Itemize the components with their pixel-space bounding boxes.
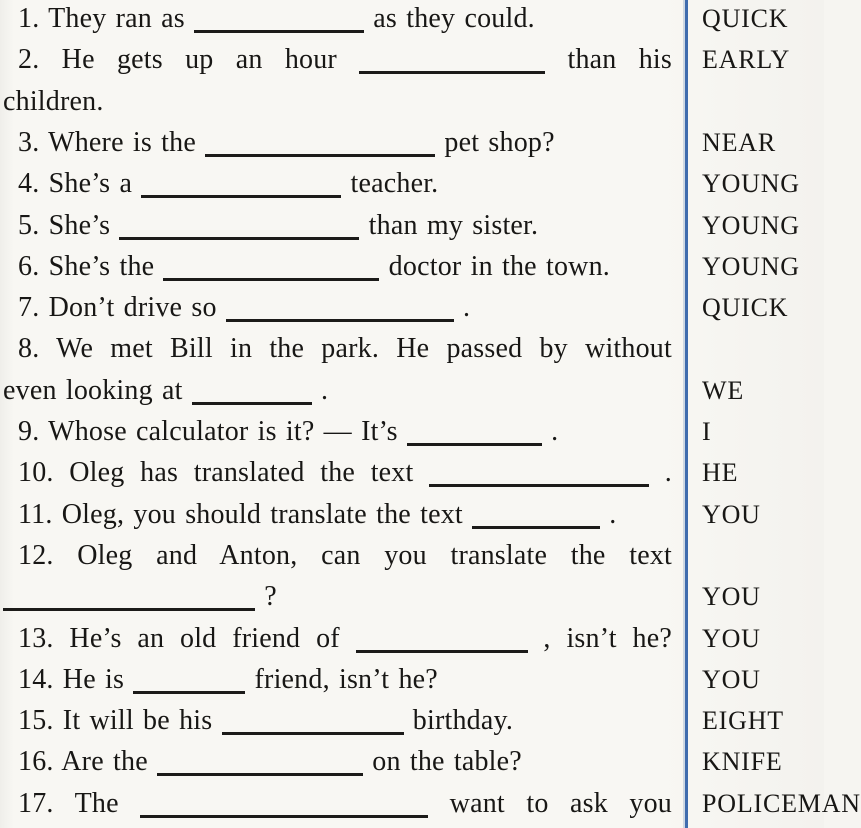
sentence-text: 5. She’s [18, 209, 120, 241]
word-bank-item: YOU [702, 623, 761, 653]
exercise-line [3, 580, 672, 614]
word-bank-column [702, 0, 861, 828]
sentence-text: 4. She’s a [18, 168, 142, 200]
answer-blank [407, 443, 542, 446]
word-bank-item: QUICK [702, 293, 789, 323]
answer-blank [140, 815, 428, 818]
sentence-text: 17. The [18, 787, 141, 819]
exercise-line [18, 167, 672, 201]
sentence-text: 1. They ran as [18, 3, 195, 34]
exercise-line [18, 126, 672, 160]
exercise-line [18, 415, 672, 449]
answer-blank [119, 237, 359, 240]
exercise-line [18, 498, 672, 532]
exercise-line [18, 332, 672, 366]
word-bank-item: EIGHT [702, 706, 784, 736]
sentence-text: 12. Oleg and Anton, can you translate the text [18, 539, 672, 571]
exercise-line [18, 663, 672, 697]
word-bank-item: YOUNG [702, 251, 800, 281]
sentence-text: children. [3, 85, 104, 117]
sentence-text: doctor in the town. [379, 250, 611, 282]
word-bank-item: YOU [702, 499, 761, 529]
word-bank-item: EARLY [702, 45, 791, 75]
word-bank-item: KNIFE [702, 747, 783, 777]
sentence-text: than my sister. [359, 209, 539, 241]
sentence-text: 14. He is [18, 663, 134, 695]
sentence-text: 6. She’s the [18, 250, 164, 282]
sentence-text: ? [255, 581, 277, 613]
sentence-text: . [600, 498, 617, 530]
sentence-text: 2. He gets up an hour [18, 44, 360, 76]
word-bank-item: HE [702, 458, 739, 488]
exercise-line [18, 787, 672, 821]
answer-blank [429, 484, 649, 487]
sentence-text: . [311, 374, 329, 406]
margin-rule [685, 0, 688, 828]
exercise-line [18, 2, 672, 36]
answer-blank [163, 278, 379, 281]
exercise-line [18, 209, 672, 243]
sentence-text: as they could. [364, 3, 535, 34]
sentence-text: even looking at [3, 374, 192, 406]
word-bank-item: QUICK [702, 4, 789, 33]
word-bank-item: YOU [702, 582, 761, 612]
answer-blank [141, 195, 341, 198]
sentence-text: 8. We met Bill in the park. He passed by without [18, 333, 672, 365]
sentence-text: . [649, 457, 672, 489]
sentence-text: 13. He’s an old friend of [18, 622, 356, 654]
sentence-text: 10. Oleg has translated the text [18, 457, 430, 489]
exercise-line [3, 374, 672, 408]
answer-blank [222, 732, 404, 735]
exercise-line [18, 291, 672, 325]
sentence-text: friend, isn’t he? [245, 663, 438, 695]
answer-blank [205, 154, 435, 157]
answer-blank [356, 650, 528, 653]
answer-blank [157, 773, 363, 776]
exercise-line [3, 85, 672, 119]
word-bank-item: YOUNG [702, 169, 800, 199]
sentence-text: 9. Whose calculator is it? — It’s [18, 416, 407, 447]
exercise-line [18, 539, 672, 573]
answer-blank [359, 71, 545, 74]
sentence-text: pet shop? [435, 126, 555, 158]
exercise-line [18, 43, 672, 77]
answer-blank [133, 691, 245, 694]
exercise-line [18, 456, 672, 490]
word-bank-item: YOU [702, 664, 761, 694]
answer-blank [226, 319, 454, 322]
sentence-text: 7. Don’t drive so [18, 292, 226, 324]
sentence-text: birthday. [403, 705, 514, 737]
word-bank-item: WE [702, 375, 745, 405]
sentence-text: 3. Where is the [18, 126, 206, 158]
sentence-text: want to ask you [428, 787, 672, 819]
sentence-text: on the table? [363, 746, 522, 778]
answer-blank [192, 402, 312, 405]
sentence-text: . [541, 416, 559, 447]
sentence-text: than his [545, 44, 673, 76]
word-bank-item: I [702, 417, 712, 446]
answer-blank [472, 526, 600, 529]
exercise-line [18, 745, 672, 779]
answer-blank [194, 30, 364, 33]
sentence-text: teacher. [341, 168, 439, 200]
exercise-line [18, 250, 672, 284]
sentence-text: 11. Oleg, you should translate the text [18, 498, 473, 530]
exercise-line [18, 704, 672, 738]
sentence-text: 15. It will be his [18, 705, 222, 737]
word-bank-item: NEAR [702, 127, 776, 157]
sentence-text: 16. Are the [18, 746, 158, 778]
word-bank-item: YOUNG [702, 210, 800, 240]
answer-blank [3, 608, 255, 611]
sentence-text: , isn’t he? [527, 622, 672, 654]
sentence-text: . [453, 292, 471, 324]
exercise-line [18, 622, 672, 656]
word-bank-item: POLICEMAN [702, 788, 861, 818]
